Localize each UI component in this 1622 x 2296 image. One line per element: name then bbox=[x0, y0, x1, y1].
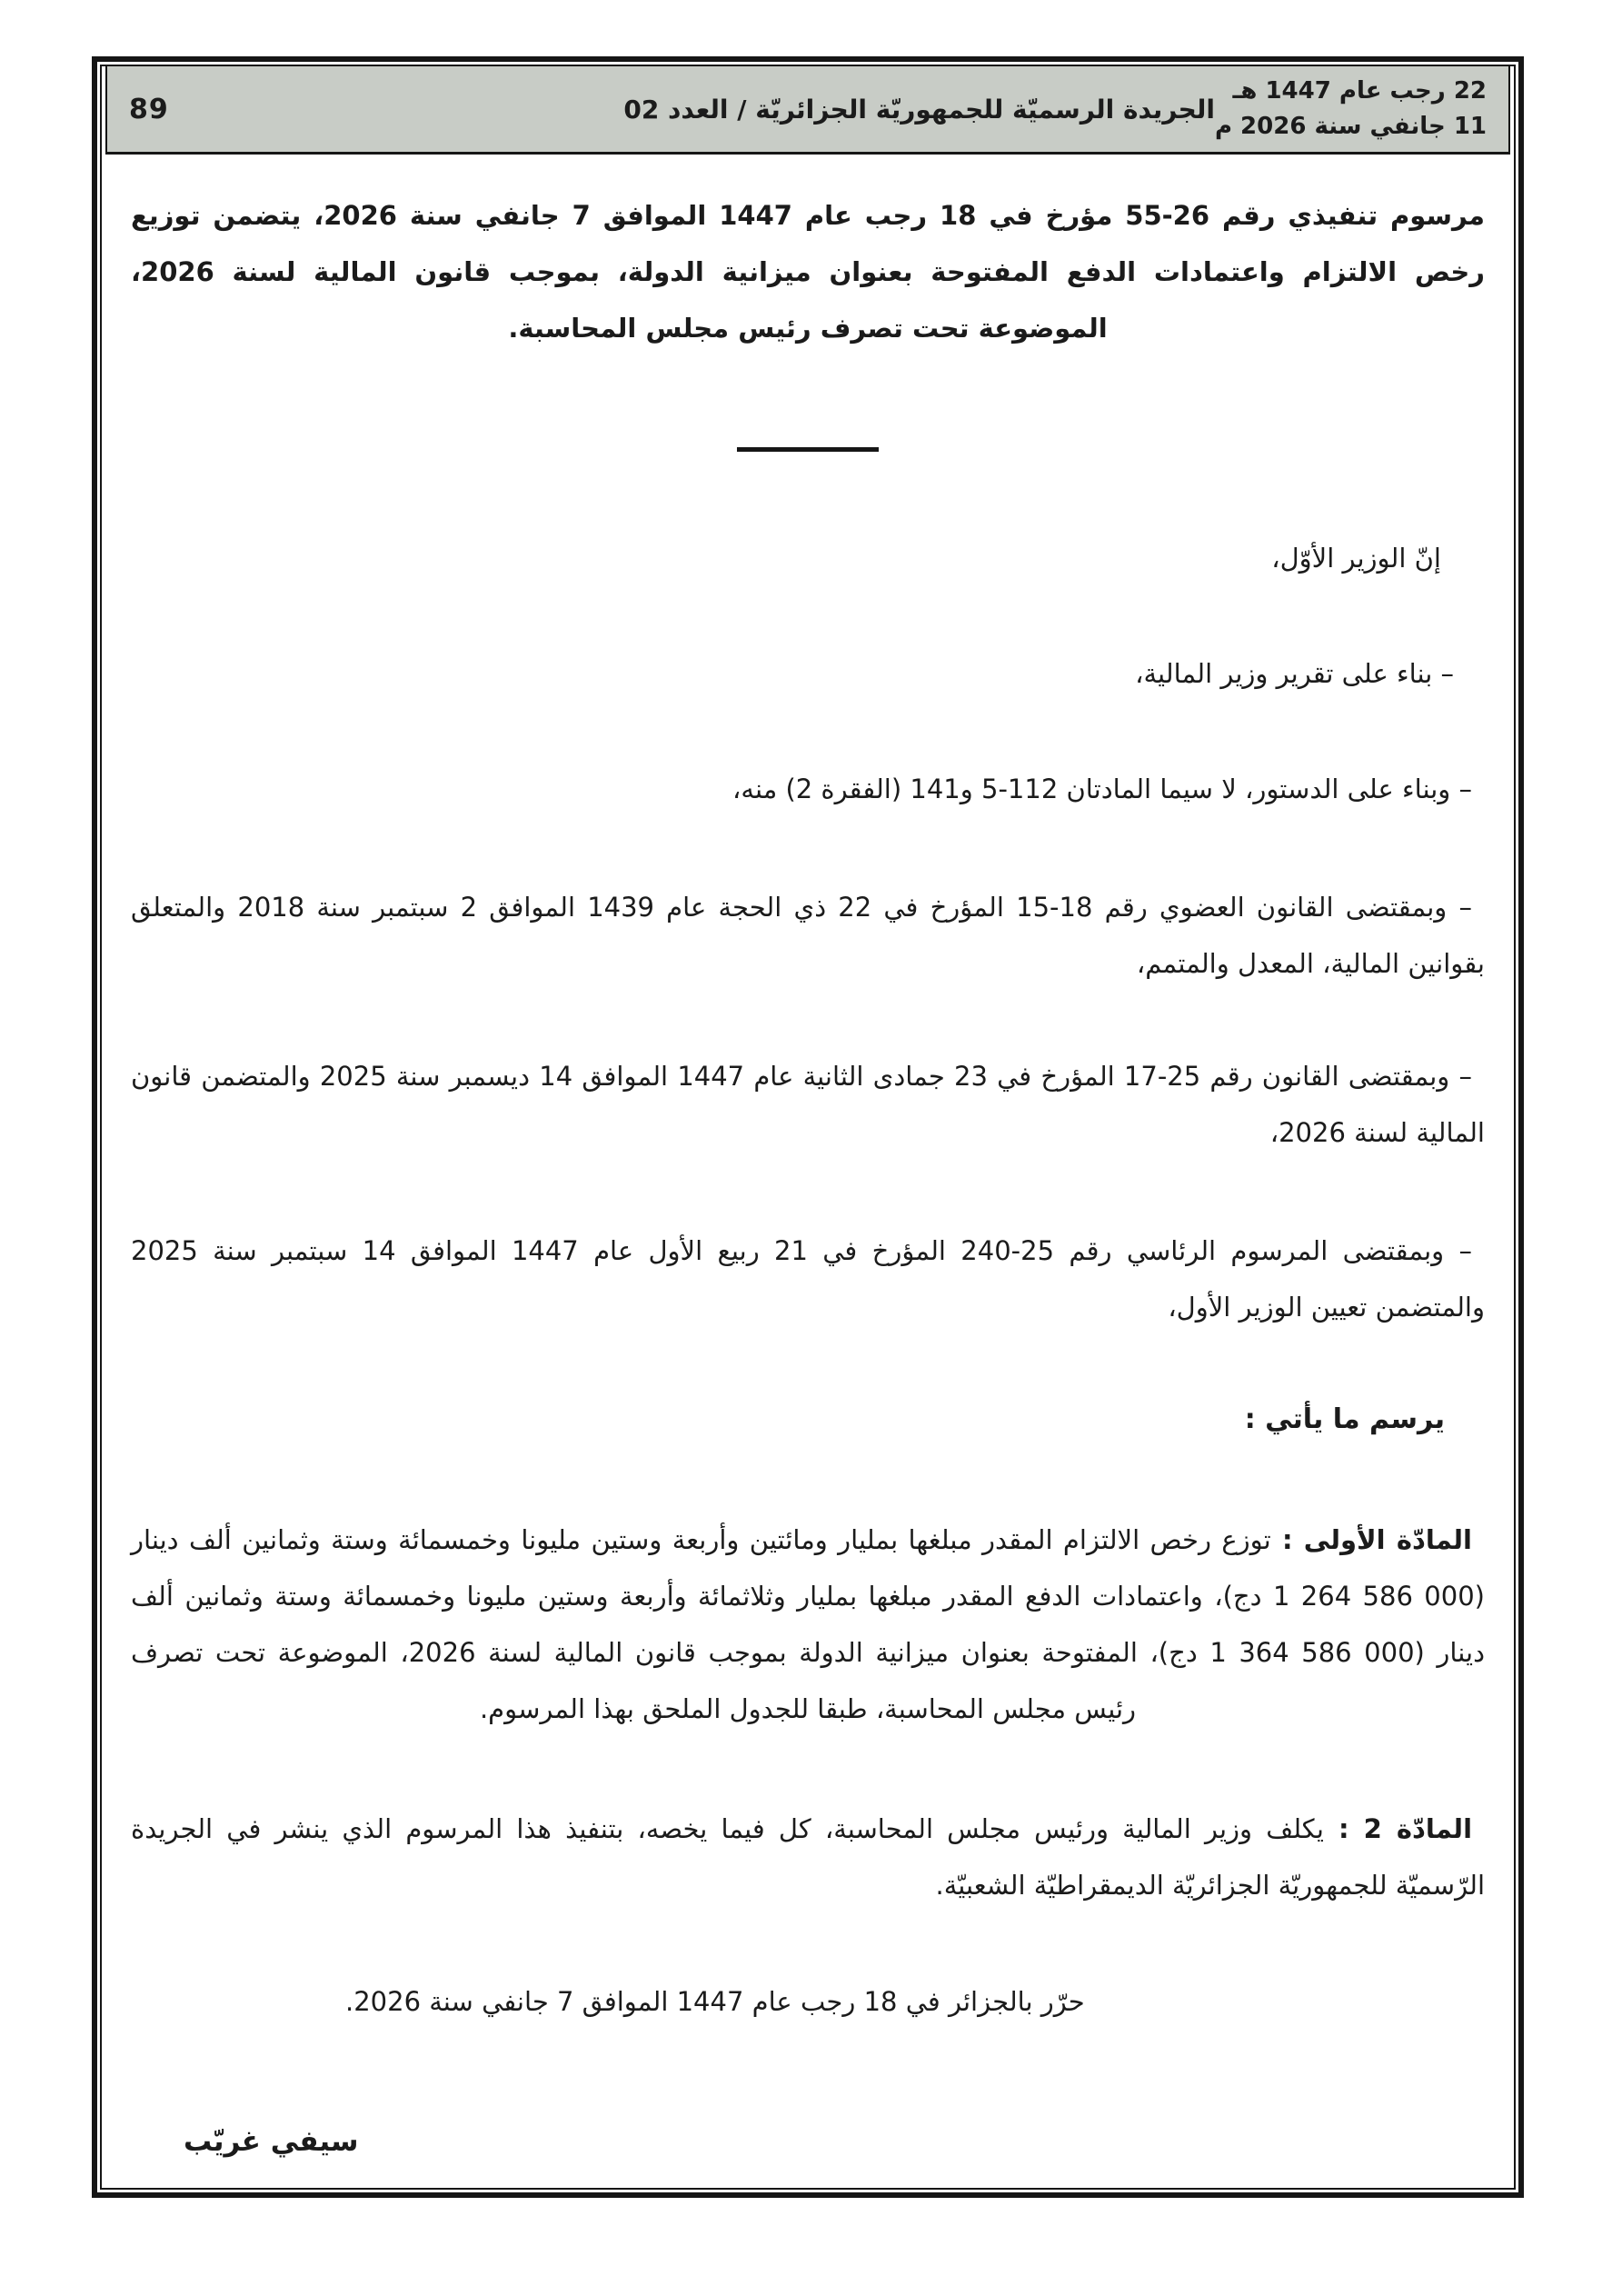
visa-presidential-decree: – وبمقتضى المرسوم الرئاسي رقم 25-240 المؤرخ في 21 ربيع الأول عام 1447 الموافق 14 سبتمبر سنة 2025 والمتضمن تعيين الوزير الأول، bbox=[131, 1235, 1485, 1323]
article-2-label: المادّة 2 : bbox=[1323, 1813, 1473, 1844]
page-frame bbox=[92, 56, 1524, 2198]
decree-intro: إنّ الوزير الأوّل، bbox=[1271, 543, 1441, 574]
article-1-label: المادّة الأولى : bbox=[1270, 1524, 1473, 1555]
article-1 bbox=[131, 1512, 1485, 1737]
separator-rule bbox=[737, 447, 879, 452]
visa-finance-law: – وبمقتضى القانون رقم 25-17 المؤرخ في 23 جمادى الثانية عام 1447 الموافق 14 ديسمبر سنة 2025 والمتضمن قانون المالية لسنة 2026، bbox=[131, 1061, 1485, 1148]
decree-headline: مرسوم تنفيذي رقم 26-55 مؤرخ في 18 رجب عام 1447 الموافق 7 جانفي سنة 2026، يتضمن توزيع رخص الالتزام واعتمادات الدفع المفتوحة بعنوان ميزانية الدولة، بموجب قانون المالية لسنة 2026، الموضوعة تحت تصرف رئيس مجلس المحاسبة. bbox=[131, 200, 1486, 344]
visa-constitution: – وبناء على الدستور، لا سيما المادتان 112-5 و141 (الفقرة 2) منه، bbox=[732, 774, 1472, 804]
visa-report: – بناء على تقرير وزير المالية، bbox=[1135, 658, 1454, 689]
done-at-line: حرّر بالجزائر في 18 رجب عام 1447 الموافق 7 جانفي سنة 2026. bbox=[345, 1986, 1085, 2017]
visa-organic-law: – وبمقتضى القانون العضوي رقم 18-15 المؤرخ في 22 ذي الحجة عام 1439 الموافق 2 سبتمبر سنة 2018 والمتعلق بقوانين المالية، المعدل والمتمم، bbox=[131, 892, 1485, 979]
journal-title: الجريدة الرسميّة للجمهوريّة الجزائريّة / العدد 02 bbox=[623, 94, 1215, 125]
article-2-text: يكلف وزير المالية ورئيس مجلس المحاسبة، كل فيما يخصه، بتنفيذ هذا المرسوم الذي ينشر في الجريدة الرّسميّة للجمهوريّة الجزائريّة الديمقراطيّة الشعبيّة. bbox=[131, 1813, 1485, 1901]
date-gregorian: 11 جانفي سنة 2026 م bbox=[1214, 113, 1487, 140]
enacting-formula: يرسم ما يأتي : bbox=[1244, 1403, 1445, 1435]
signatory-name: سيفي غريّب bbox=[184, 2125, 359, 2158]
article-2 bbox=[131, 1801, 1485, 1913]
header-dates bbox=[1215, 74, 1487, 145]
decree-body bbox=[102, 187, 1514, 2170]
article-1-text: توزع رخص الالتزام المقدر مبلغها بمليار ومائتين وأربعة وستين مليونا وخمسمائة وستة وثمانين ألف دينار (1 264 586 000 دج)، واعتمادات الدفع المقدر مبلغها بمليار وثلاثمائة وأربعة وستين مليونا وخمسمائة وستة وثمانين ألف دينار (1 364 586 000 دج)، المفتوحة بعنوان ميزانية الدولة بموجب قانون المالية لسنة 2026، الموضوعة تحت تصرف رئيس مجلس المحاسبة، طبقا للجدول الملحق بهذا المرسوم. bbox=[131, 1524, 1486, 1724]
page-number: 89 bbox=[129, 93, 169, 125]
date-hijri: 22 رجب عام 1447 هـ bbox=[1232, 77, 1487, 105]
page-frame-inner bbox=[100, 65, 1516, 2190]
page-header-band bbox=[105, 66, 1510, 155]
